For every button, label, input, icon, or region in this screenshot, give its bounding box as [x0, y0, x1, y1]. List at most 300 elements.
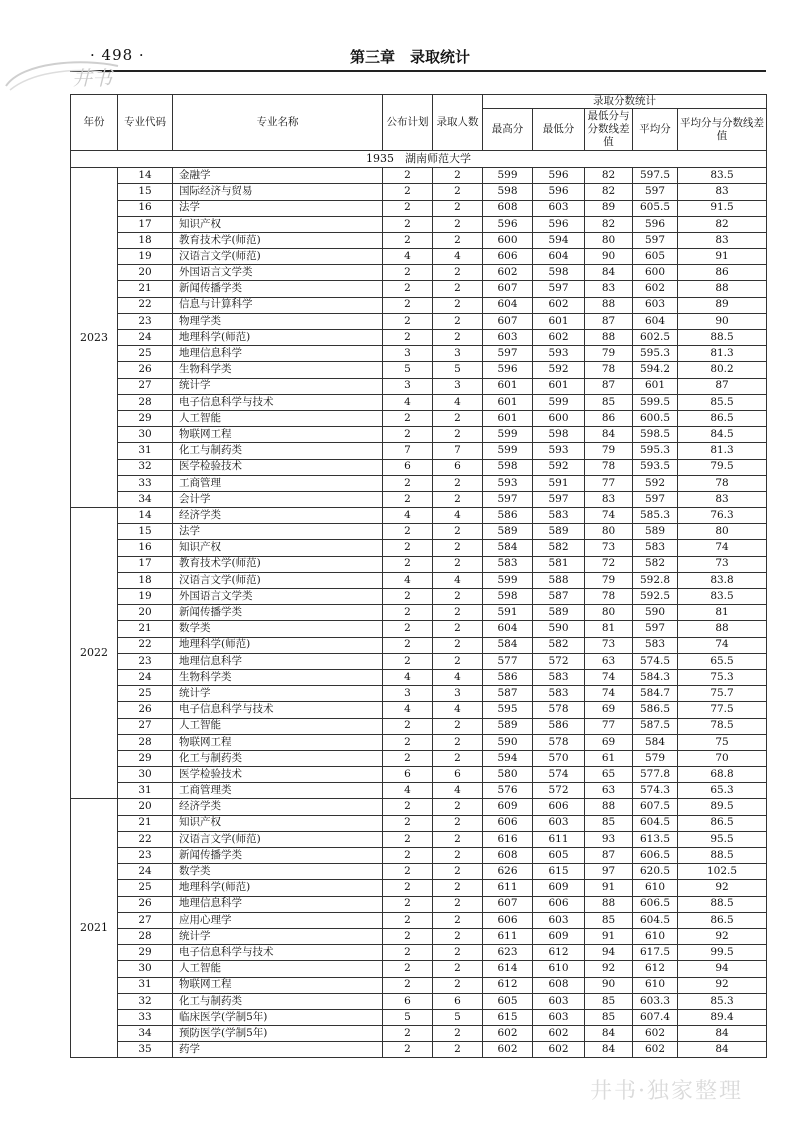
- major-code: 24: [118, 669, 173, 685]
- avg-score: 593.5: [633, 459, 678, 475]
- admitted-count: 2: [433, 799, 483, 815]
- published-plan: 2: [383, 864, 433, 880]
- max-score: 605: [483, 993, 533, 1009]
- avg-score: 600: [633, 265, 678, 281]
- table-row: [71, 168, 767, 184]
- max-score: 607: [483, 896, 533, 912]
- major-code: 20: [118, 605, 173, 621]
- table-row: [71, 200, 767, 216]
- avg-score: 600.5: [633, 410, 678, 426]
- avg-score: 595.3: [633, 346, 678, 362]
- max-score: 606: [483, 815, 533, 831]
- table-row: [71, 734, 767, 750]
- min-score-diff: 74: [585, 686, 633, 702]
- min-score-diff: 93: [585, 831, 633, 847]
- min-score-diff: 83: [585, 491, 633, 507]
- header-min-diff: 最低分与分数线差值: [585, 109, 633, 151]
- min-score-diff: 74: [585, 508, 633, 524]
- major-code: 22: [118, 637, 173, 653]
- min-score: 583: [533, 508, 585, 524]
- avg-score-diff: 82: [678, 216, 767, 232]
- published-plan: 2: [383, 637, 433, 653]
- avg-score: 592.5: [633, 589, 678, 605]
- admitted-count: 2: [433, 524, 483, 540]
- min-score-diff: 83: [585, 281, 633, 297]
- major-name: 地理信息科学: [173, 653, 383, 669]
- admitted-count: 2: [433, 880, 483, 896]
- max-score: 577: [483, 653, 533, 669]
- avg-score-diff: 88: [678, 281, 767, 297]
- min-score-diff: 81: [585, 621, 633, 637]
- avg-score: 592.8: [633, 572, 678, 588]
- avg-score-diff: 87: [678, 378, 767, 394]
- min-score: 603: [533, 815, 585, 831]
- table-row: [71, 896, 767, 912]
- major-code: 27: [118, 378, 173, 394]
- major-code: 34: [118, 491, 173, 507]
- min-score: 596: [533, 184, 585, 200]
- published-plan: 4: [383, 394, 433, 410]
- avg-score-diff: 81: [678, 605, 767, 621]
- min-score: 590: [533, 621, 585, 637]
- min-score-diff: 77: [585, 475, 633, 491]
- max-score: 599: [483, 168, 533, 184]
- avg-score-diff: 81.3: [678, 346, 767, 362]
- admitted-count: 2: [433, 848, 483, 864]
- table-row: [71, 572, 767, 588]
- major-name: 电子信息科学与技术: [173, 702, 383, 718]
- avg-score: 584.7: [633, 686, 678, 702]
- major-code: 23: [118, 653, 173, 669]
- avg-score: 602: [633, 1042, 678, 1058]
- major-code: 34: [118, 1026, 173, 1042]
- avg-score-diff: 88.5: [678, 848, 767, 864]
- min-score-diff: 63: [585, 783, 633, 799]
- max-score: 609: [483, 799, 533, 815]
- min-score-diff: 73: [585, 637, 633, 653]
- admitted-count: 4: [433, 249, 483, 265]
- major-code: 15: [118, 524, 173, 540]
- table-row: [71, 265, 767, 281]
- major-code: 14: [118, 508, 173, 524]
- table-row: [71, 410, 767, 426]
- min-score: 610: [533, 961, 585, 977]
- major-name: 数学类: [173, 621, 383, 637]
- admitted-count: 3: [433, 686, 483, 702]
- avg-score: 596: [633, 216, 678, 232]
- header-rule: [70, 70, 766, 72]
- table-row: [71, 912, 767, 928]
- major-name: 物理学类: [173, 313, 383, 329]
- avg-score-diff: 89: [678, 297, 767, 313]
- major-name: 知识产权: [173, 815, 383, 831]
- table-row: [71, 459, 767, 475]
- table-row: [71, 184, 767, 200]
- major-code: 19: [118, 249, 173, 265]
- avg-score-diff: 84: [678, 1026, 767, 1042]
- published-plan: 2: [383, 1042, 433, 1058]
- min-score-diff: 78: [585, 362, 633, 378]
- table-row: [71, 928, 767, 944]
- avg-score-diff: 65.3: [678, 783, 767, 799]
- avg-score: 582: [633, 556, 678, 572]
- major-name: 新闻传播学类: [173, 848, 383, 864]
- admitted-count: 2: [433, 815, 483, 831]
- max-score: 584: [483, 637, 533, 653]
- major-name: 地理信息科学: [173, 346, 383, 362]
- table-row: [71, 232, 767, 248]
- avg-score-diff: 83: [678, 184, 767, 200]
- avg-score: 589: [633, 524, 678, 540]
- avg-score: 584: [633, 734, 678, 750]
- avg-score-diff: 86.5: [678, 410, 767, 426]
- major-name: 汉语言文学(师范): [173, 572, 383, 588]
- major-name: 预防医学(学制5年): [173, 1026, 383, 1042]
- major-code: 22: [118, 831, 173, 847]
- major-name: 统计学: [173, 686, 383, 702]
- min-score-diff: 61: [585, 750, 633, 766]
- chapter-title: 第三章 录取统计: [350, 48, 471, 66]
- min-score: 594: [533, 232, 585, 248]
- min-score: 601: [533, 313, 585, 329]
- max-score: 596: [483, 362, 533, 378]
- major-code: 28: [118, 928, 173, 944]
- major-code: 30: [118, 961, 173, 977]
- min-score: 570: [533, 750, 585, 766]
- admitted-count: 2: [433, 410, 483, 426]
- year-cell: 2023: [71, 168, 118, 508]
- major-name: 医学检验技术: [173, 767, 383, 783]
- max-score: 608: [483, 200, 533, 216]
- max-score: 599: [483, 427, 533, 443]
- avg-score: 599.5: [633, 394, 678, 410]
- admitted-count: 2: [433, 1042, 483, 1058]
- min-score: 602: [533, 330, 585, 346]
- major-code: 27: [118, 912, 173, 928]
- year-cell: 2021: [71, 799, 118, 1058]
- min-score-diff: 72: [585, 556, 633, 572]
- major-name: 医学检验技术: [173, 459, 383, 475]
- avg-score-diff: 80.2: [678, 362, 767, 378]
- min-score-diff: 79: [585, 572, 633, 588]
- max-score: 598: [483, 184, 533, 200]
- max-score: 601: [483, 378, 533, 394]
- header-year: 年份: [71, 95, 118, 151]
- admitted-count: 2: [433, 475, 483, 491]
- table-row: [71, 362, 767, 378]
- table-row: [71, 556, 767, 572]
- avg-score-diff: 84.5: [678, 427, 767, 443]
- max-score: 611: [483, 928, 533, 944]
- avg-score: 597.5: [633, 168, 678, 184]
- major-name: 化工与制药类: [173, 443, 383, 459]
- min-score: 587: [533, 589, 585, 605]
- avg-score: 603: [633, 297, 678, 313]
- avg-score-diff: 83: [678, 232, 767, 248]
- min-score-diff: 74: [585, 669, 633, 685]
- min-score-diff: 65: [585, 767, 633, 783]
- header-avg-score: 平均分: [633, 109, 678, 151]
- admitted-count: 2: [433, 864, 483, 880]
- max-score: 599: [483, 572, 533, 588]
- max-score: 602: [483, 1042, 533, 1058]
- table-row: [71, 864, 767, 880]
- min-score: 582: [533, 637, 585, 653]
- avg-score: 574.3: [633, 783, 678, 799]
- admitted-count: 2: [433, 265, 483, 281]
- avg-score: 586.5: [633, 702, 678, 718]
- min-score: 602: [533, 1026, 585, 1042]
- major-name: 地理科学(师范): [173, 330, 383, 346]
- major-name: 人工智能: [173, 410, 383, 426]
- avg-score: 602: [633, 281, 678, 297]
- avg-score-diff: 89.5: [678, 799, 767, 815]
- published-plan: 2: [383, 912, 433, 928]
- published-plan: 2: [383, 815, 433, 831]
- admitted-count: 2: [433, 589, 483, 605]
- min-score: 593: [533, 346, 585, 362]
- table-row: [71, 686, 767, 702]
- avg-score-diff: 90: [678, 313, 767, 329]
- avg-score: 610: [633, 880, 678, 896]
- max-score: 626: [483, 864, 533, 880]
- header-min-score: 最低分: [533, 109, 585, 151]
- min-score-diff: 69: [585, 702, 633, 718]
- major-code: 26: [118, 702, 173, 718]
- major-code: 32: [118, 459, 173, 475]
- avg-score-diff: 77.5: [678, 702, 767, 718]
- major-name: 法学: [173, 524, 383, 540]
- published-plan: 3: [383, 346, 433, 362]
- admitted-count: 7: [433, 443, 483, 459]
- header-major-name: 专业名称: [173, 95, 383, 151]
- min-score-diff: 84: [585, 265, 633, 281]
- major-name: 化工与制药类: [173, 750, 383, 766]
- avg-score-diff: 80: [678, 524, 767, 540]
- major-name: 知识产权: [173, 216, 383, 232]
- published-plan: 2: [383, 977, 433, 993]
- min-score: 599: [533, 394, 585, 410]
- major-code: 16: [118, 540, 173, 556]
- table-row: [71, 977, 767, 993]
- published-plan: 2: [383, 427, 433, 443]
- table-row: [71, 378, 767, 394]
- min-score-diff: 85: [585, 993, 633, 1009]
- min-score: 603: [533, 993, 585, 1009]
- major-code: 21: [118, 815, 173, 831]
- major-code: 15: [118, 184, 173, 200]
- max-score: 606: [483, 912, 533, 928]
- avg-score-diff: 99.5: [678, 945, 767, 961]
- avg-score-diff: 85.5: [678, 394, 767, 410]
- max-score: 600: [483, 232, 533, 248]
- min-score: 596: [533, 216, 585, 232]
- max-score: 608: [483, 848, 533, 864]
- table-row: [71, 249, 767, 265]
- avg-score: 592: [633, 475, 678, 491]
- table-row: [71, 767, 767, 783]
- major-code: 28: [118, 394, 173, 410]
- avg-score: 583: [633, 637, 678, 653]
- table-row: [71, 216, 767, 232]
- min-score: 601: [533, 378, 585, 394]
- published-plan: 2: [383, 313, 433, 329]
- admitted-count: 2: [433, 750, 483, 766]
- admitted-count: 2: [433, 977, 483, 993]
- table-row: [71, 330, 767, 346]
- major-name: 地理信息科学: [173, 896, 383, 912]
- header-published-plan: 公布计划: [383, 95, 433, 151]
- avg-score-diff: 75.3: [678, 669, 767, 685]
- min-score-diff: 92: [585, 961, 633, 977]
- min-score: 603: [533, 200, 585, 216]
- avg-score: 604.5: [633, 815, 678, 831]
- major-name: 工商管理类: [173, 783, 383, 799]
- min-score-diff: 90: [585, 249, 633, 265]
- min-score-diff: 69: [585, 734, 633, 750]
- table-row: [71, 1009, 767, 1025]
- avg-score: 584.3: [633, 669, 678, 685]
- major-code: 21: [118, 621, 173, 637]
- min-score: 597: [533, 491, 585, 507]
- table-row: [71, 313, 767, 329]
- published-plan: 2: [383, 297, 433, 313]
- avg-score: 597: [633, 184, 678, 200]
- avg-score: 613.5: [633, 831, 678, 847]
- table-row: [71, 524, 767, 540]
- published-plan: 4: [383, 572, 433, 588]
- avg-score-diff: 95.5: [678, 831, 767, 847]
- min-score-diff: 80: [585, 232, 633, 248]
- min-score-diff: 88: [585, 297, 633, 313]
- avg-score: 601: [633, 378, 678, 394]
- min-score: 578: [533, 702, 585, 718]
- max-score: 596: [483, 216, 533, 232]
- major-code: 19: [118, 589, 173, 605]
- max-score: 601: [483, 394, 533, 410]
- avg-score: 604.5: [633, 912, 678, 928]
- published-plan: 4: [383, 249, 433, 265]
- published-plan: 2: [383, 475, 433, 491]
- header-avg-diff: 平均分与分数线差值: [678, 109, 767, 151]
- footer-watermark: 井书·独家整理: [590, 1079, 743, 1104]
- published-plan: 2: [383, 184, 433, 200]
- min-score-diff: 90: [585, 977, 633, 993]
- table-row: [71, 491, 767, 507]
- table-row: [71, 346, 767, 362]
- admitted-count: 2: [433, 200, 483, 216]
- published-plan: 2: [383, 410, 433, 426]
- max-score: 607: [483, 281, 533, 297]
- avg-score: 594.2: [633, 362, 678, 378]
- major-code: 25: [118, 880, 173, 896]
- avg-score-diff: 78.5: [678, 718, 767, 734]
- published-plan: 2: [383, 216, 433, 232]
- avg-score: 597: [633, 232, 678, 248]
- table-row: [71, 702, 767, 718]
- max-score: 593: [483, 475, 533, 491]
- published-plan: 2: [383, 621, 433, 637]
- min-score: 606: [533, 799, 585, 815]
- avg-score: 595.3: [633, 443, 678, 459]
- avg-score-diff: 89.4: [678, 1009, 767, 1025]
- major-code: 14: [118, 168, 173, 184]
- avg-score-diff: 74: [678, 637, 767, 653]
- max-score: 615: [483, 1009, 533, 1025]
- avg-score-diff: 70: [678, 750, 767, 766]
- published-plan: 2: [383, 491, 433, 507]
- major-code: 25: [118, 686, 173, 702]
- major-name: 新闻传播学类: [173, 281, 383, 297]
- table-row: [71, 621, 767, 637]
- major-name: 外国语言文学类: [173, 265, 383, 281]
- avg-score: 579: [633, 750, 678, 766]
- min-score: 586: [533, 718, 585, 734]
- major-name: 信息与计算科学: [173, 297, 383, 313]
- min-score-diff: 94: [585, 945, 633, 961]
- major-code: 30: [118, 767, 173, 783]
- major-name: 国际经济与贸易: [173, 184, 383, 200]
- avg-score-diff: 92: [678, 880, 767, 896]
- major-code: 35: [118, 1042, 173, 1058]
- max-score: 580: [483, 767, 533, 783]
- min-score-diff: 88: [585, 799, 633, 815]
- max-score: 606: [483, 249, 533, 265]
- avg-score: 585.3: [633, 508, 678, 524]
- table-row: [71, 961, 767, 977]
- max-score: 601: [483, 410, 533, 426]
- min-score: 605: [533, 848, 585, 864]
- published-plan: 2: [383, 718, 433, 734]
- avg-score: 577.8: [633, 767, 678, 783]
- max-score: 612: [483, 977, 533, 993]
- published-plan: 6: [383, 767, 433, 783]
- table-row: [71, 443, 767, 459]
- admitted-count: 2: [433, 184, 483, 200]
- avg-score-diff: 65.5: [678, 653, 767, 669]
- min-score-diff: 63: [585, 653, 633, 669]
- major-code: 16: [118, 200, 173, 216]
- admitted-count: 2: [433, 605, 483, 621]
- major-name: 生物科学类: [173, 362, 383, 378]
- published-plan: 2: [383, 556, 433, 572]
- avg-score-diff: 76.3: [678, 508, 767, 524]
- major-name: 地理科学(师范): [173, 637, 383, 653]
- major-name: 金融学: [173, 168, 383, 184]
- major-name: 物联网工程: [173, 734, 383, 750]
- avg-score-diff: 92: [678, 977, 767, 993]
- min-score: 583: [533, 686, 585, 702]
- major-name: 统计学: [173, 378, 383, 394]
- major-code: 31: [118, 783, 173, 799]
- major-code: 29: [118, 410, 173, 426]
- admitted-count: 2: [433, 896, 483, 912]
- min-score-diff: 84: [585, 427, 633, 443]
- admitted-count: 2: [433, 313, 483, 329]
- min-score: 589: [533, 524, 585, 540]
- min-score: 606: [533, 896, 585, 912]
- published-plan: 2: [383, 945, 433, 961]
- published-plan: 3: [383, 378, 433, 394]
- min-score-diff: 87: [585, 378, 633, 394]
- avg-score-diff: 88.5: [678, 330, 767, 346]
- avg-score: 574.5: [633, 653, 678, 669]
- table-row: [71, 540, 767, 556]
- admitted-count: 3: [433, 378, 483, 394]
- published-plan: 6: [383, 459, 433, 475]
- major-code: 25: [118, 346, 173, 362]
- min-score: 578: [533, 734, 585, 750]
